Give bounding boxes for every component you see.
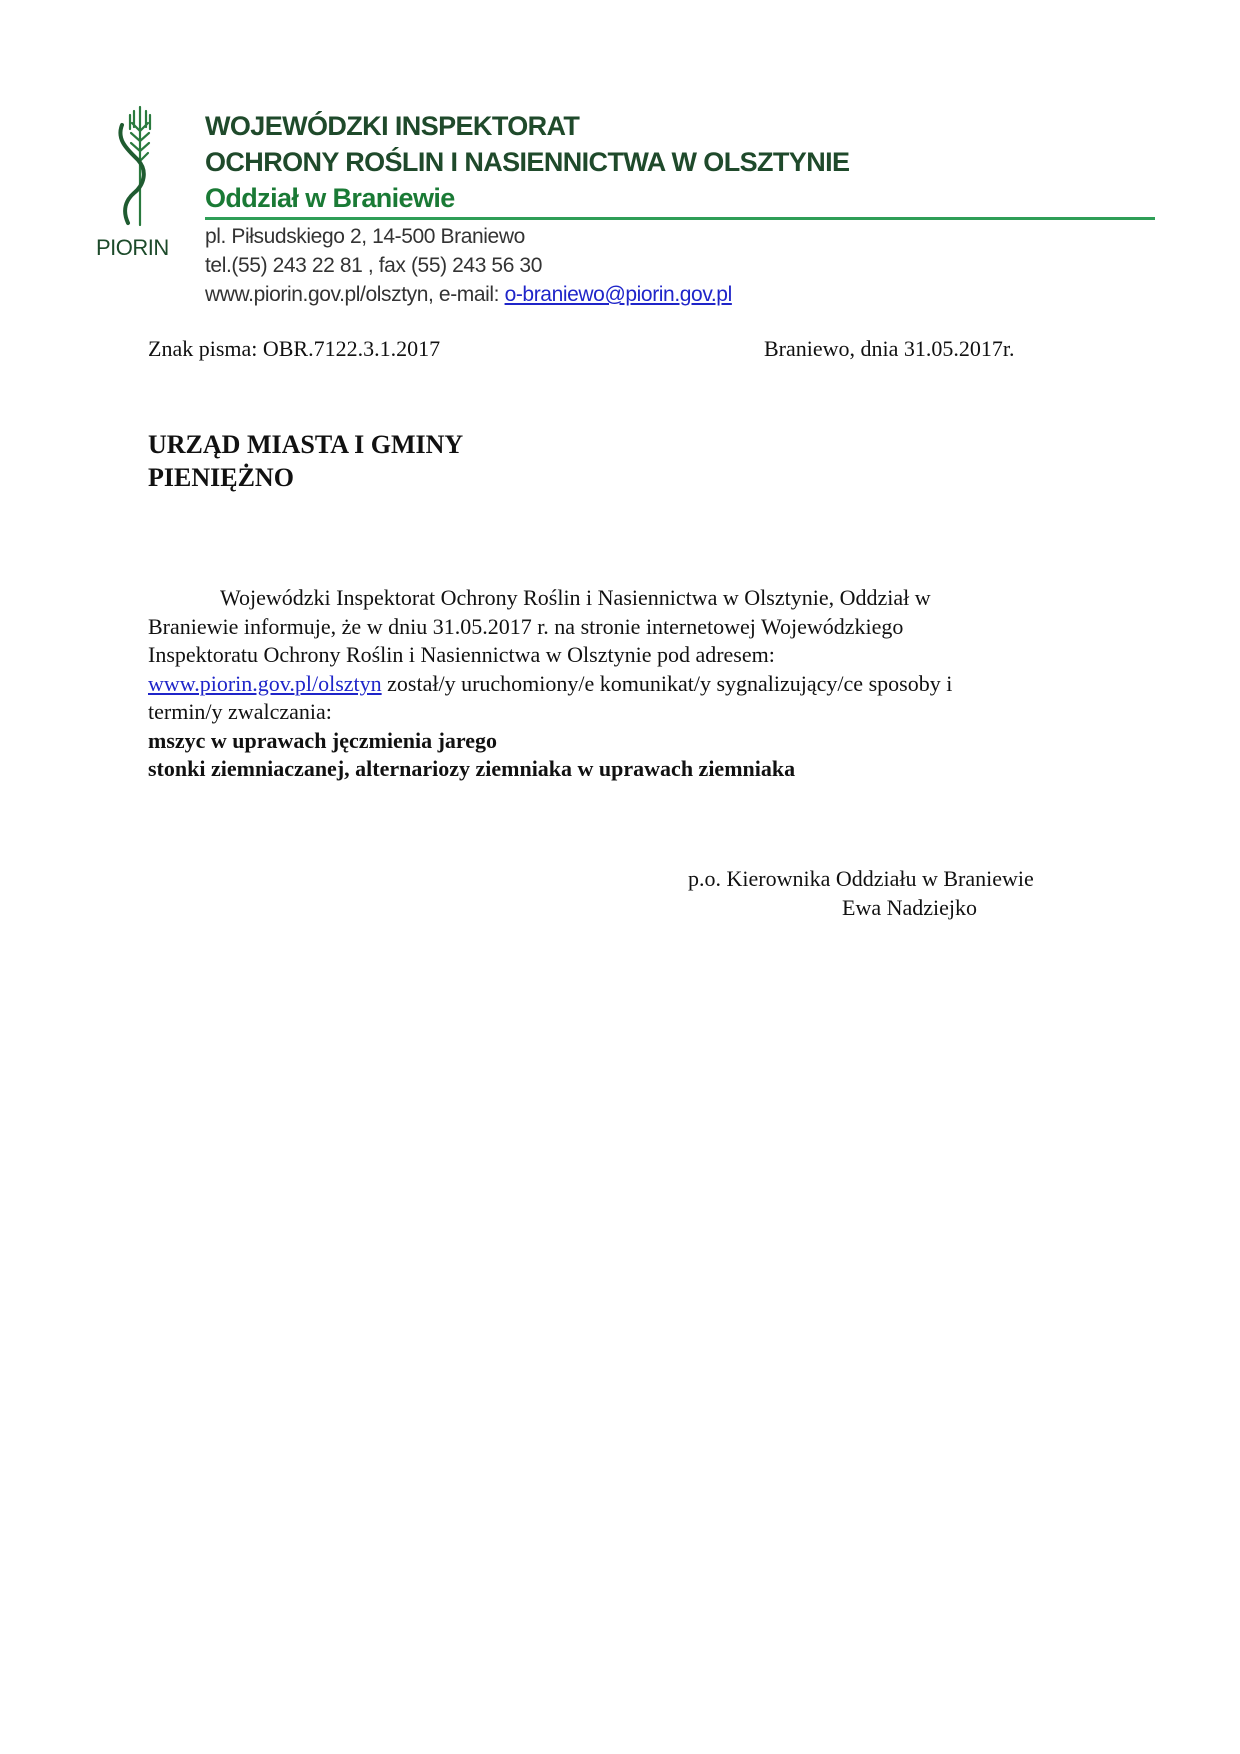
wheat-staff-icon (114, 105, 154, 233)
body-line: Inspektoratu Ochrony Roślin i Nasiennictwa w Olsztynie pod adresem: (148, 642, 775, 667)
addressee (148, 428, 463, 494)
signature-name: Ewa Nadziejko (842, 895, 977, 920)
signature-title: p.o. Kierownika Oddziału w Braniewie (688, 866, 1034, 891)
pest-item: stonki ziemniaczanej, alternariozy ziemniaka w uprawach ziemniaka (148, 756, 796, 781)
pest-item: mszyc w uprawach jęczmienia jarego (148, 727, 498, 753)
body-line: Wojewódzki Inspektorat Ochrony Roślin i Nasiennictwa w Olsztynie, Oddział w (220, 585, 931, 610)
body-line: termin/y zwalczania: (148, 699, 332, 724)
letter-body (148, 584, 1088, 784)
body-line-rest: został/y uruchomiony/e komunikat/y sygnalizujący/ce sposoby i (381, 670, 953, 696)
organization-name (205, 108, 849, 216)
org-name-line2: OCHRONY ROŚLIN I NASIENNICTWA W OLSZTYNIE (205, 147, 850, 177)
addressee-line2: PIENIĘŻNO (148, 463, 294, 492)
reference-sign: Znak pisma: OBR.7122.3.1.2017 (148, 336, 441, 361)
addressee-line1: URZĄD MIASTA I GMINY (148, 430, 464, 459)
piorin-logo (96, 105, 174, 265)
web-line (205, 280, 732, 309)
website-link[interactable]: www.piorin.gov.pl/olsztyn (148, 670, 382, 696)
branch-name: Oddział w Braniewie (205, 183, 455, 213)
letter-date: Braniewo, dnia 31.05.2017r. (764, 336, 1015, 361)
email-link[interactable]: o-braniewo@piorin.gov.pl (504, 283, 732, 306)
contact-block (205, 222, 732, 309)
body-line (148, 670, 1088, 699)
body-line: Braniewie informuje, że w dniu 31.05.2017 r. na stronie internetowej Wojewódzkiego (148, 613, 904, 639)
phone-line: tel.(55) 243 22 81 , fax (55) 243 56 30 (205, 254, 542, 277)
header-divider (205, 217, 1155, 220)
web-prefix: www.piorin.gov.pl/olsztyn, e-mail: (205, 283, 505, 306)
org-name-line1: WOJEWÓDZKI INSPEKTORAT (205, 111, 580, 141)
address-line: pl. Piłsudskiego 2, 14-500 Braniewo (205, 225, 525, 248)
logo-text: PIORIN (96, 235, 169, 260)
